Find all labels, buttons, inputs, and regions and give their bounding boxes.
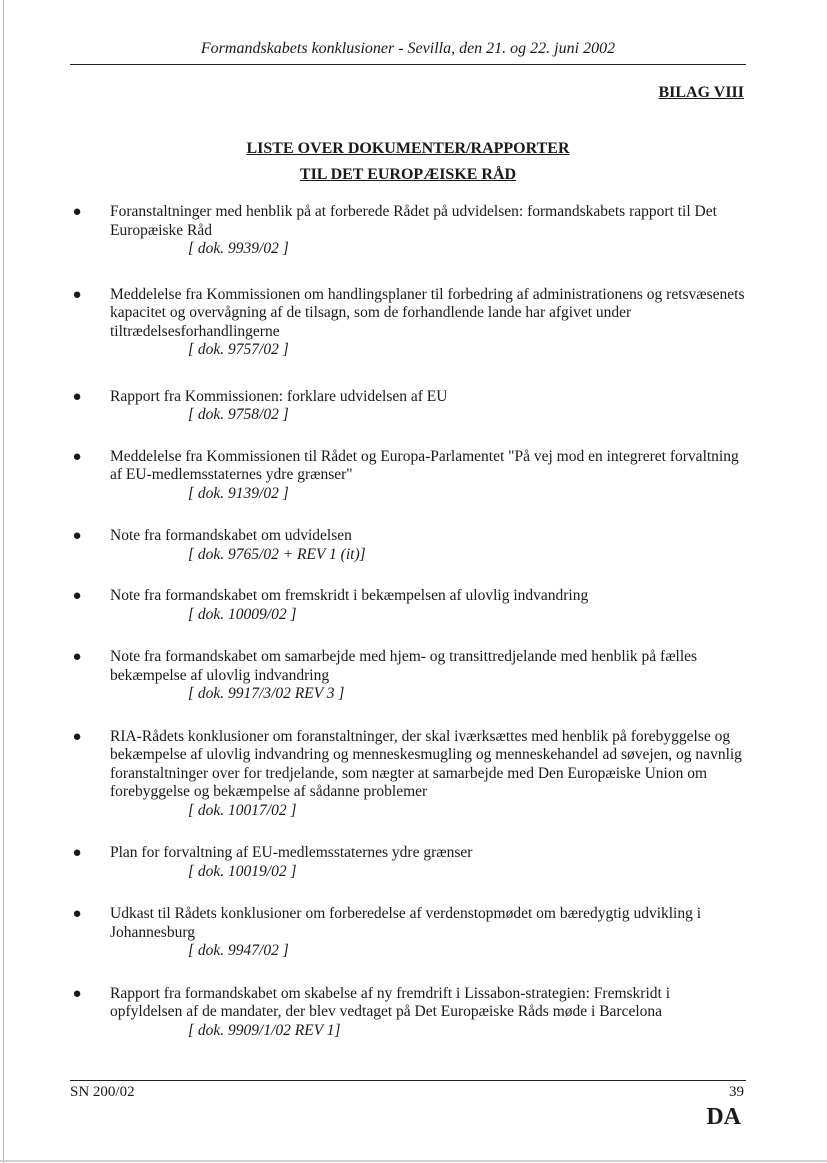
list-item [70, 728, 746, 821]
document-list [70, 203, 746, 1040]
list-item [70, 844, 746, 881]
item-text: Rapport fra Kommissionen: forklare udvidelsen af EU [110, 387, 448, 405]
list-item [70, 448, 746, 504]
item-text: Meddelelse fra Kommissionen om handlingsplaner til forbedring af administrationens og retsvæsenets kapacitet og overvågning af de tilsagn, som de forhandlende lande har afgivet under tiltrædelsesforhandlingerne [110, 285, 745, 340]
item-text: Note fra formandskabet om samarbejde med hjem- og transittredjelande med henblik på fælles bekæmpelse af ulovlig indvandring [110, 648, 698, 684]
document-reference: [ dok. 10009/02 ] [188, 605, 297, 623]
document-reference: [ dok. 9139/02 ] [188, 484, 289, 502]
scan-edge-line [3, 0, 4, 1163]
list-item [70, 203, 746, 259]
annex-label: BILAG VIII [658, 84, 744, 101]
bullet-icon: ● [72, 728, 82, 745]
document-number: SN 200/02 [70, 1084, 135, 1100]
list-item [70, 648, 746, 704]
document-reference: [ dok. 9947/02 ] [188, 942, 289, 959]
document-reference: [ dok. 9909/1/02 REV 1] [188, 1021, 341, 1039]
list-item [70, 587, 746, 624]
scan-bottom-edge [0, 1160, 827, 1162]
title-line-2: TIL DET EUROPÆISKE RÅD [299, 166, 517, 183]
bullet-icon: ● [72, 649, 82, 665]
item-text: Foranstaltninger med henblik på at forberede Rådet på udvidelsen: formandskabets rapport til Det Europæiske Råd [110, 203, 717, 239]
list-item [70, 286, 746, 360]
bullet-icon: ● [72, 845, 82, 861]
bullet-icon: ● [72, 204, 82, 220]
document-reference: [ dok. 9758/02 ] [188, 406, 289, 423]
list-item [70, 388, 746, 425]
item-text: Plan for forvaltning af EU-medlemsstaternes ydre grænser [110, 844, 473, 861]
document-reference: [ dok. 10019/02 ] [188, 862, 297, 880]
language-code: DA [706, 1104, 741, 1130]
list-item [70, 985, 746, 1041]
document-reference: [ dok. 9939/02 ] [188, 240, 289, 257]
title-line-1: LISTE OVER DOKUMENTER/RAPPORTER [246, 140, 570, 157]
document-reference: [ dok. 10017/02 ] [188, 801, 297, 819]
item-text: RIA-Rådets konklusioner om foranstaltninger, der skal iværksættes med henblik på forebyggelse og bekæmpelse af ulovlig indvandring og menneskesmugling og menneskehandel ad søvejen, og navnlig foranstaltninger over for tredjelande, som nægter at samarbejde med Den Europæiske Union om forebyggelse og bekæmpelse af sådanne problemer [110, 727, 742, 800]
document-reference: [ dok. 9765/02 + REV 1 (it)] [188, 545, 366, 563]
bullet-icon: ● [72, 286, 82, 303]
header-divider [70, 64, 746, 65]
bullet-icon: ● [72, 448, 82, 465]
item-text: Rapport fra formandskabet om skabelse af ny fremdrift i Lissabon-strategien: Fremskridt i opfyldelsen af de mandater, der blev vedtaget på Det Europæiske Råds møde i Barcelona [110, 984, 670, 1020]
document-reference: [ dok. 9917/3/02 REV 3 ] [188, 685, 345, 702]
item-text: Note fra formandskabet om udvidelsen [110, 527, 352, 544]
footer-divider [70, 1080, 746, 1081]
document-reference: [ dok. 9757/02 ] [188, 341, 289, 358]
item-text: Udkast til Rådets konklusioner om forberedelse af verdenstopmødet om bæredygtig udvikling i Johannesburg [110, 905, 702, 941]
document-title [70, 136, 746, 188]
list-item [70, 905, 746, 961]
bullet-icon: ● [72, 985, 82, 1002]
item-text: Meddelelse fra Kommissionen til Rådet og Europa-Parlamentet "På vej mod en integreret forvaltning af EU-medlemsstaternes ydre grænser" [110, 447, 739, 483]
item-text: Note fra formandskabet om fremskridt i bekæmpelsen af ulovlig indvandring [110, 587, 589, 604]
list-item [70, 527, 746, 564]
running-header: Formandskabets konklusioner - Sevilla, den 21. og 22. juni 2002 [200, 40, 616, 57]
page-number: 39 [729, 1084, 744, 1100]
bullet-icon: ● [72, 388, 82, 405]
bullet-icon: ● [72, 906, 82, 922]
bullet-icon: ● [72, 588, 82, 604]
bullet-icon: ● [72, 528, 82, 544]
